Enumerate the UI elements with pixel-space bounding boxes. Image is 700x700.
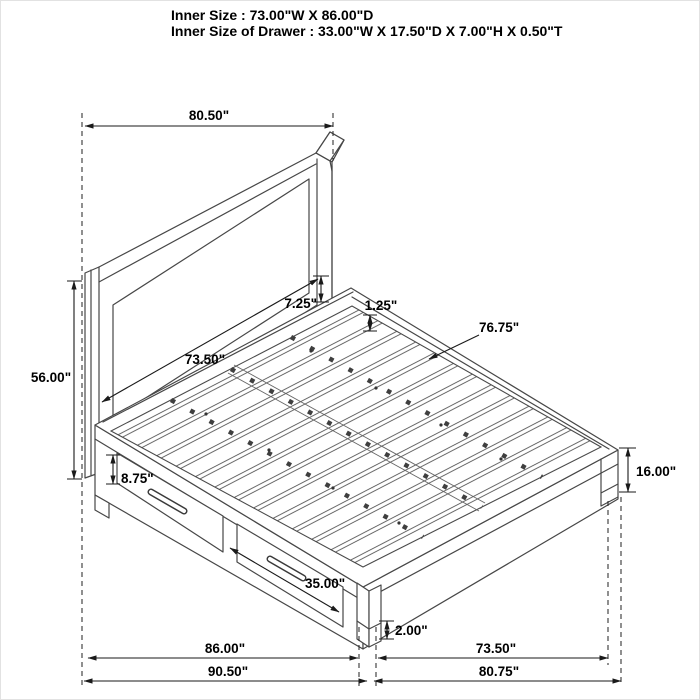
dim-slat-span: 76.75": [479, 320, 520, 335]
dim-foot-height: 2.00": [395, 623, 428, 638]
dim-slat-thickness: 1.25": [364, 298, 398, 313]
dim-headboard-width: 80.50": [188, 108, 230, 123]
dim-inner-depth: 86.00": [204, 641, 246, 656]
dim-drawer-height: 8.75": [121, 471, 154, 486]
dim-headboard-height: 56.00": [30, 370, 72, 385]
dim-drawer-width: 35.00": [305, 576, 346, 591]
inner-size-line: Inner Size : 73.00"W X 86.00"D: [171, 7, 374, 23]
dim-headboard-inner-width: 73.50": [184, 352, 226, 367]
dim-panel-gap: 7.25": [284, 296, 317, 311]
bed-line-drawing: [1, 1, 700, 700]
dim-overall-depth: 90.50": [207, 664, 249, 679]
dim-rail-height: 16.00": [636, 464, 677, 479]
dim-foot-inner-width: 73.50": [475, 641, 517, 656]
drawer-size-line: Inner Size of Drawer : 33.00"W X 17.50"D X 7.00"H X 0.50"T: [171, 23, 563, 39]
dim-overall-width: 80.75": [478, 664, 520, 679]
